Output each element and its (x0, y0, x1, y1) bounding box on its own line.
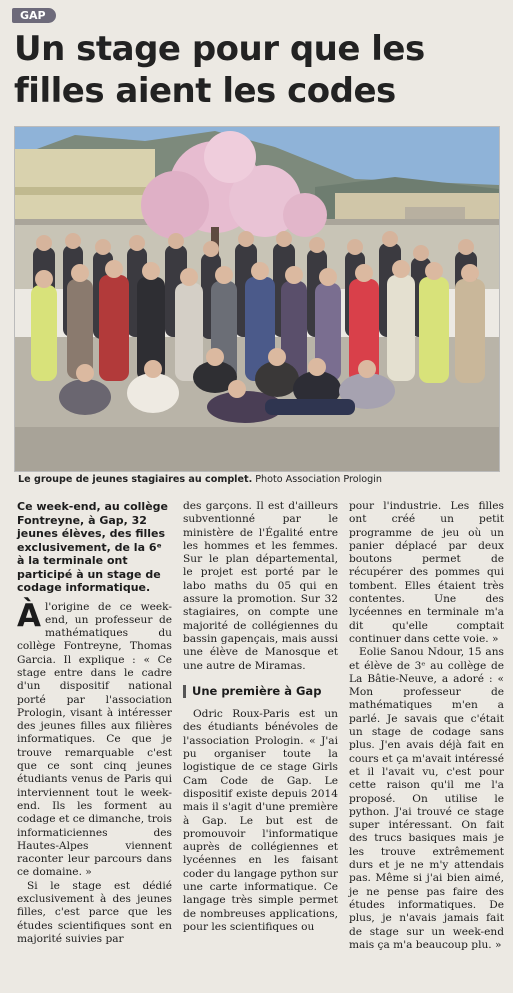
section-tag: GAP (12, 8, 56, 23)
drop-cap: À (17, 597, 41, 634)
caption-text: Le groupe de jeunes stagiaires au complet. (18, 474, 253, 485)
photo-caption (18, 474, 508, 485)
headline: Un stage pour que les filles aient les codes (14, 29, 425, 111)
article-column-2 (183, 500, 338, 934)
article-paragraph: des garçons. Il est d'ailleurs subventionné par le ministère de l'Égalité entre les hommes et les femmes. Sur le plan départemental, le projet est porté par le labo maths du 05 qui en assure la promotion. Sur 32 stagiaires, on compte une majorité de collégiennes du bassin gapençais, mais aussi une élève de Manosque et une autre de Miramas. (183, 500, 338, 672)
article-paragraph: Eolie Sanou Ndour, 15 ans et élève de 3ᵉ au collège de La Bâtie-Neuve, a adoré : « Mon professeur de mathématiques m'en a parlé. Je savais que c'était un stage de codage sans plus. J'en avais déjà fait en cours et ça m'avait intéressé et il l'avait vu, c'est pour cette raison qu'il me l'a proposé. On utilise le python. J'ai trouvé ce stage super intéressant. On fait des trucs basiques mais je les trouve extrêmement durs et je ne m'y attendais pas. Même si j'ai bien aimé, je ne pense pas faire des études informatiques. De plus, je n'avais jamais fait de stage sur un week-end mais ça m'a beaucoup plu. » (349, 646, 504, 951)
article-paragraph: pour l'industrie. Les filles ont créé un petit programme de jeu où un panier déplacé par deux boutons permet de récupérer des pommes qui tombent. Elles étaient très contentes. Une des lycéennes en terminale m'a dit qu'elle comptait continuer dans cette voie. » (349, 500, 504, 645)
article-paragraph: Àl'origine de ce week-end, un professeur de mathématiques du collège Fontreyne, Thomas Garcia. Il explique : « Ce stage entre dans le cadre d'un dispositif national porté par l'association Prologin, visant à intéresser des jeunes filles aux filières informatiques. Ce que je trouve remarquable c'est que ce sont cinq jeunes étudiants venus de Paris qui interviennent tout le week-end. Ils les forment au codage et ce dimanche, trois informaticiennes des Hautes-Alpes viennent raconter leur parcours dans ce domaine. » (17, 597, 172, 879)
article-column-1 (17, 500, 172, 946)
photo-credit: Photo Association Prologin (252, 474, 382, 485)
article-lead: Ce week-end, au collège Fontreyne, à Gap, 32 jeunes élèves, des filles exclusivement, de la 6ᵉ à la terminale ont participé à un stage de codage informatique. (17, 500, 168, 594)
article-column-3 (349, 500, 504, 952)
article-subhead: Une première à Gap (183, 685, 338, 698)
article-paragraph: Odric Roux-Paris est un des étudiants bénévoles de l'association Prologin. « J'ai pu organiser toute la logistique de ce stage Girls Cam Code de Gap. Le dispositif existe depuis 2014 mais il s'agit d'une première à Gap. Le but est de promouvoir l'informatique auprès de collégiennes et lycéennes en les faisant coder du langage python sur une carte informatique. Ce langage très simple permet de nombreuses applications, pour les scientifiques ou (183, 708, 338, 933)
article-paragraph: Si le stage est dédié exclusivement à des jeunes filles, c'est parce que les études scientifiques sont en majorité suivies par (17, 879, 172, 945)
group-photo (14, 126, 500, 472)
